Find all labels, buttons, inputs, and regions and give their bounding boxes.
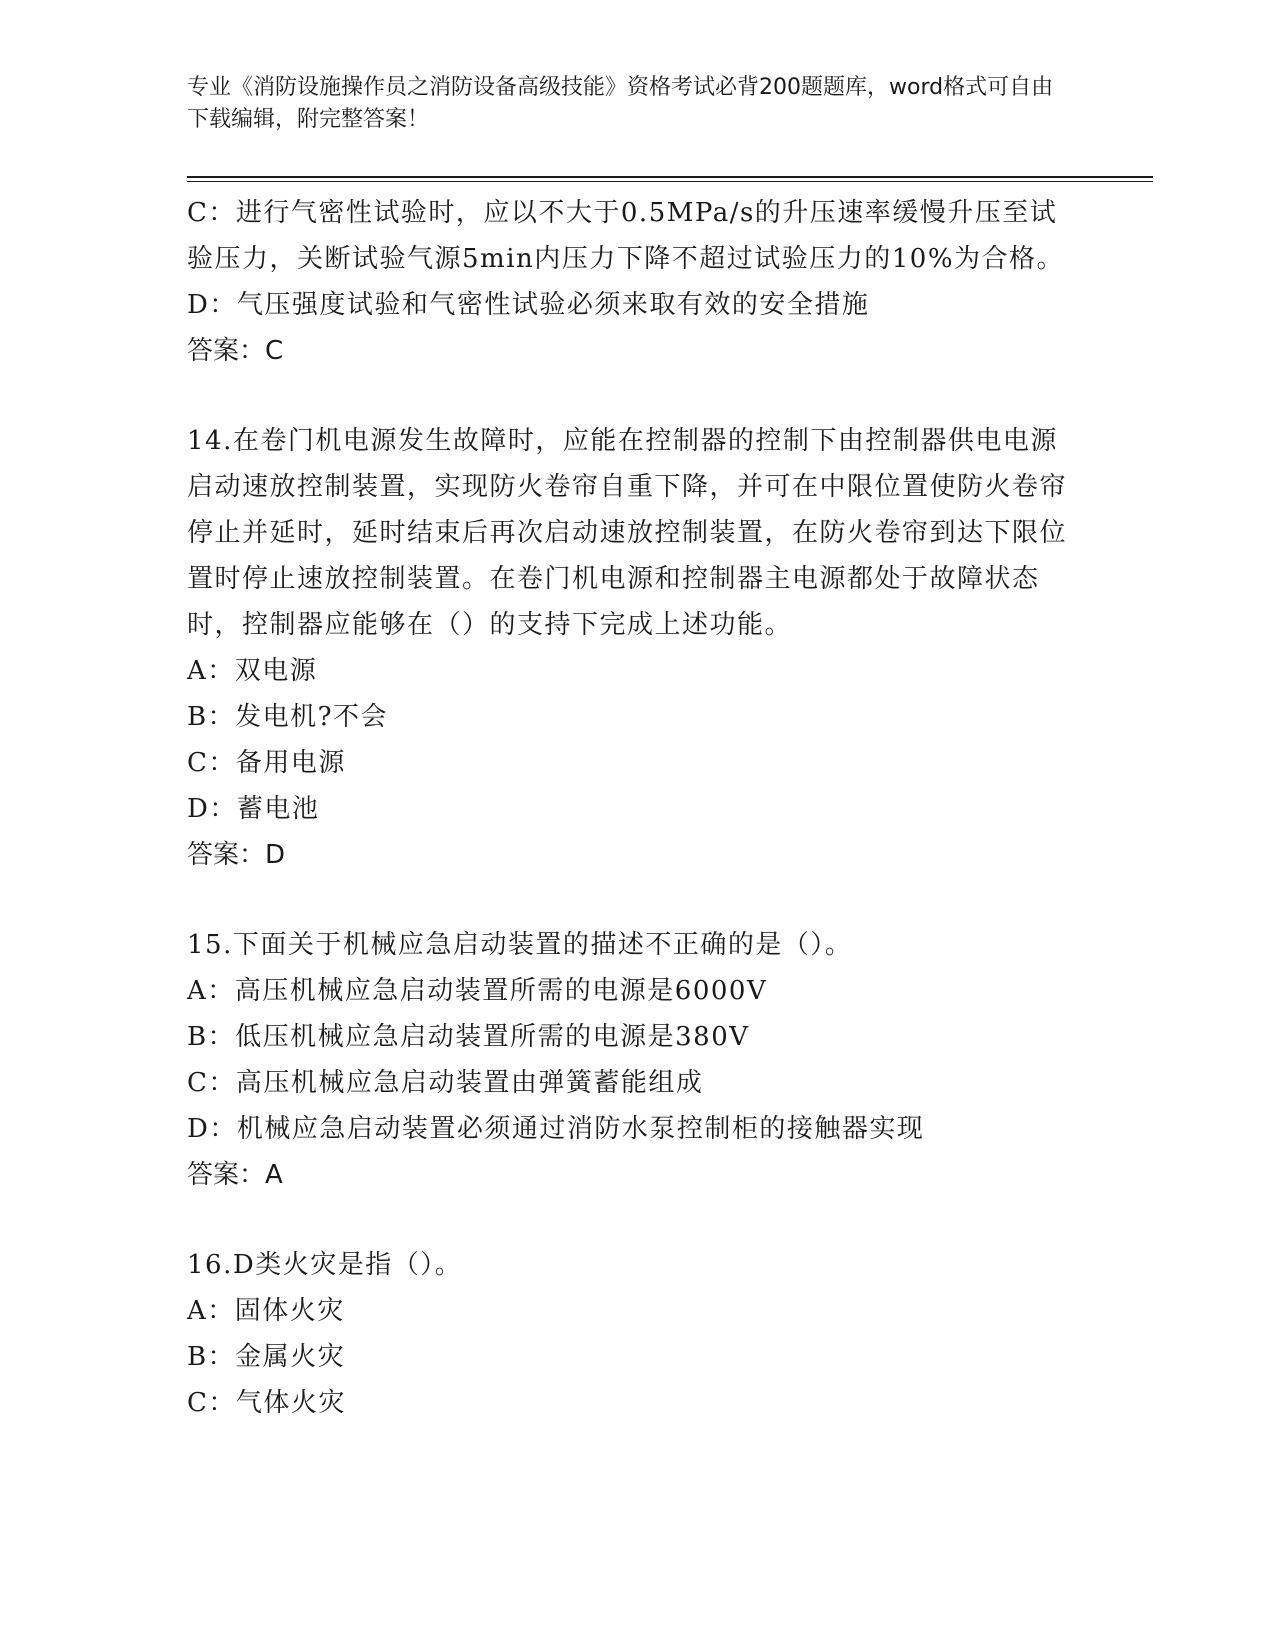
option-c: C：进行气密性试验时，应以不大于0.5MPa/s的升压速率缓慢升压至试验压力，关断试验气源5min内压力下降不超过试验压力的10%为合格。 [187, 198, 1065, 274]
question-13 [187, 190, 1067, 374]
option-d: D：蓄电池 [187, 794, 320, 824]
option-d: D：气压强度试验和气密性试验必须来取有效的安全措施 [187, 290, 870, 320]
option-b: B：发电机?不会 [187, 702, 389, 732]
option-a: A：固体火灾 [187, 1296, 345, 1326]
option-a: A：高压机械应急启动装置所需的电源是6000V [187, 976, 768, 1006]
document-header: 专业《消防设施操作员之消防设备高级技能》资格考试必背200题题库，word格式可自由下载编辑，附完整答案！ [187, 75, 1054, 132]
option-c: C：气体火灾 [187, 1388, 346, 1418]
question-stem: 16.D类火灾是指（）。 [187, 1250, 463, 1280]
header-divider-thin [187, 181, 1153, 182]
question-15 [187, 922, 1067, 1198]
document-body [187, 190, 1067, 1426]
option-b: B：金属火灾 [187, 1342, 346, 1372]
question-16 [187, 1242, 1067, 1426]
option-b: B：低压机械应急启动装置所需的电源是380V [187, 1022, 750, 1052]
answer-label: 答案：A [187, 1160, 283, 1190]
option-a: A：双电源 [187, 656, 318, 686]
option-c: C：备用电源 [187, 748, 346, 778]
question-stem: 14.在卷门机电源发生故障时，应能在控制器的控制下由控制器供电电源启动速放控制装置，实现防火卷帘自重下降，并可在中限位置使防火卷帘停止并延时，延时结束后再次启动速放控制装置，在防火卷帘到达下限位置时停止速放控制装置。在卷门机电源和控制器主电源都处于故障状态时，控制器应能够在（）的支持下完成上述功能。 [187, 426, 1068, 640]
question-14 [187, 418, 1067, 878]
option-d: D：机械应急启动装置必须通过消防水泵控制柜的接触器实现 [187, 1114, 925, 1144]
answer-label: 答案：D [187, 840, 286, 870]
question-stem: 15.下面关于机械应急启动装置的描述不正确的是（）。 [187, 930, 853, 960]
option-c: C：高压机械应急启动装置由弹簧蓄能组成 [187, 1068, 704, 1098]
answer-label: 答案：C [187, 336, 284, 366]
header-divider-thick [187, 176, 1153, 178]
